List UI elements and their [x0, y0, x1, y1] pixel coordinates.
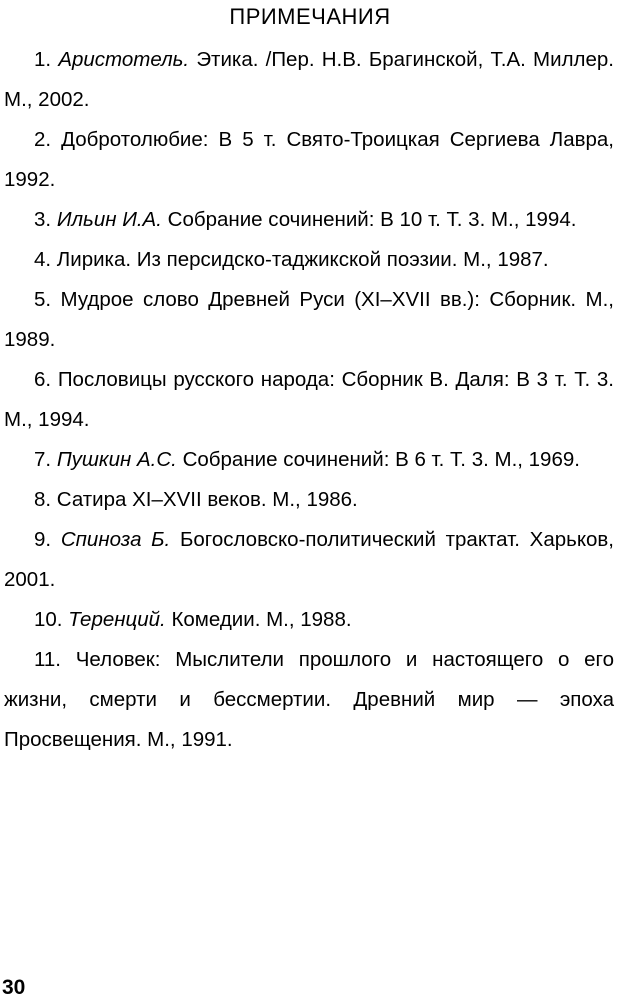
- page-number: 30: [2, 976, 26, 999]
- note-item: [4, 440, 614, 480]
- note-item: [4, 120, 614, 200]
- note-text: Сатира XI–XVII веков. М., 1986.: [51, 488, 358, 511]
- note-author: Аристотель.: [58, 48, 190, 71]
- note-item: [4, 480, 614, 520]
- note-number: 11.: [34, 648, 61, 671]
- note-author: Теренций.: [68, 608, 166, 631]
- note-text: Человек: Мыслители прошлого и настоящего о его жизни, смерти и бессмертии. Древний мир — эпоха Просвещения. М., 1991.: [4, 648, 614, 751]
- note-author: Пушкин А.С.: [56, 448, 177, 471]
- note-item: [4, 40, 614, 120]
- notes-list: [4, 40, 614, 760]
- note-number: 9.: [34, 528, 52, 551]
- note-number: 8.: [34, 488, 52, 511]
- note-text: Этика. /Пер. Н.В. Брагинской, Т.А. Миллер. М., 2002.: [4, 48, 614, 111]
- note-number: 7.: [34, 448, 52, 471]
- note-text: Собрание сочинений: В 6 т. Т. 3. М., 1969.: [176, 448, 580, 471]
- note-text: Пословицы русского народа: Сборник В. Даля: В 3 т. Т. 3. М., 1994.: [4, 368, 614, 431]
- note-item: [4, 240, 614, 280]
- note-item: [4, 600, 614, 640]
- note-item: [4, 200, 614, 240]
- note-text: Собрание сочинений: В 10 т. Т. 3. М., 1994.: [161, 208, 577, 231]
- note-text: Мудрое слово Древней Руси (XI–XVII вв.): Сборник. М., 1989.: [4, 288, 614, 351]
- note-number: 3.: [34, 208, 52, 231]
- note-item: [4, 640, 614, 760]
- note-text: Богословско-политический трактат. Харьков, 2001.: [4, 528, 615, 591]
- note-author: Спиноза Б.: [60, 528, 171, 551]
- note-number: 2.: [34, 128, 52, 151]
- note-text: Лирика. Из персидско-таджикской поэзии. М., 1987.: [51, 248, 549, 271]
- note-item: [4, 280, 614, 360]
- note-number: 1.: [34, 48, 52, 71]
- note-text: Комедии. М., 1988.: [165, 608, 352, 631]
- note-item: [4, 360, 614, 440]
- note-item: [4, 520, 614, 600]
- note-author: Ильин И.А.: [56, 208, 162, 231]
- section-heading: ПРИМЕЧАНИЯ: [229, 4, 391, 29]
- note-number: 6.: [34, 368, 52, 391]
- note-number: 4.: [34, 248, 52, 271]
- note-number: 5.: [34, 288, 52, 311]
- note-number: 10.: [34, 608, 63, 631]
- note-text: Добротолюбие: В 5 т. Свято-Троицкая Сергиева Лавра, 1992.: [4, 128, 614, 191]
